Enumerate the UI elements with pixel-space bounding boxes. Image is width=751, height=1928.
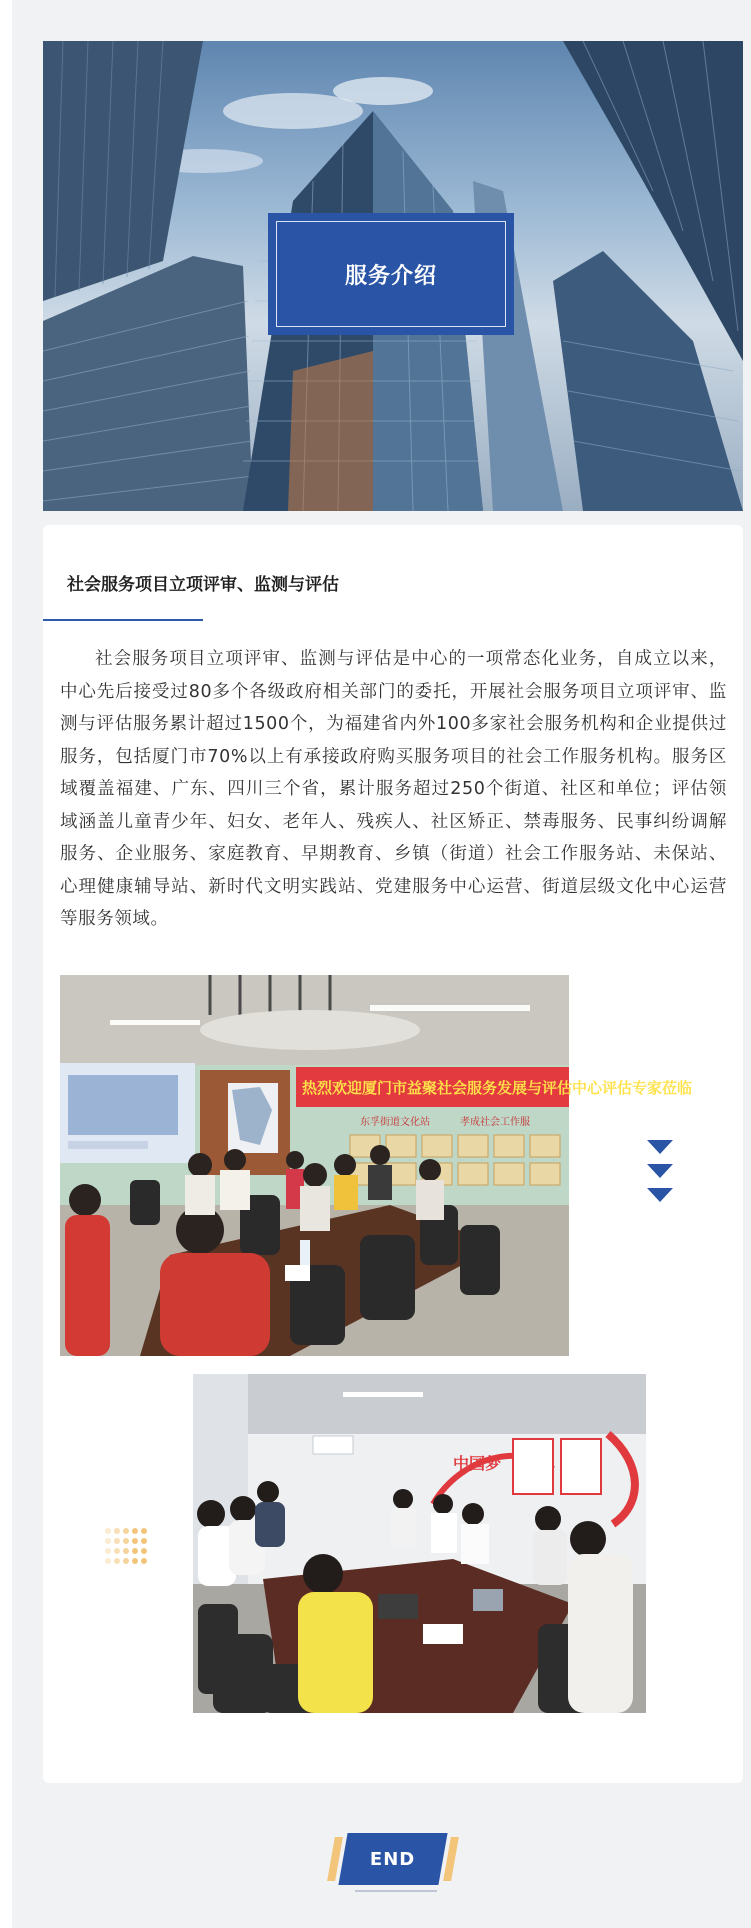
section-title-underline [43,619,203,621]
meeting-photo-1-scene [60,975,693,1356]
dot-grid-graphic [103,1525,153,1565]
end-badge [323,1833,463,1893]
end-underline [355,1890,437,1892]
wall-text: 中国梦 [453,1454,502,1473]
chevron-down-icon [645,1132,675,1212]
section-title: 社会服务项目立项评审、监测与评估 [67,575,339,595]
section-paragraph: 社会服务项目立项评审、监测与评估是中心的一项常态化业务，自成立以来，中心先后接受过80多个各级政府相关部门的委托，开展社会服务项目立项评审、监测与评估服务累计超过1500个，为福建省内外100多家社会服务机构和企业提供过服务，包括厦门市70%以上有承接政府购买服务项目的社会工作服务机构。服务区域覆盖福建、广东、四川三个省，累计服务超过250个街道、社区和单位；评估领域涵盖儿童青少年、妇女、老年人、残疾人、社区矫正、禁毒服务、民事纠纷调解服务、企业服务、家庭教育、早期教育、乡镇（街道）社会工作服务站、未保站、心理健康辅导站、新时代文明实践站、党建服务中心运营、街道层级文化中心运营等服务领域。 [60,649,727,929]
hero-title-box [268,213,514,335]
dot-grid-icon [103,1525,153,1565]
end-label: END [370,1848,416,1870]
sign-left-text: 东孚街道文化站 [360,1117,430,1128]
hero-banner [43,41,743,511]
chevrons-graphic [645,1132,675,1212]
meeting-photo-2-scene [193,1374,646,1713]
hero-title-frame [276,221,506,327]
hero-title: 服务介绍 [344,263,437,289]
end-label-box [338,1833,447,1885]
content-card [43,525,743,1783]
meeting-room-photo-1 [60,975,693,1356]
sign-right-text: 孝成社会工作服 [460,1117,530,1128]
banner-text: 热烈欢迎厦门市益聚社会服务发展与评估中心评估专家莅临 [302,1079,693,1097]
meeting-room-photo-2 [193,1374,646,1713]
